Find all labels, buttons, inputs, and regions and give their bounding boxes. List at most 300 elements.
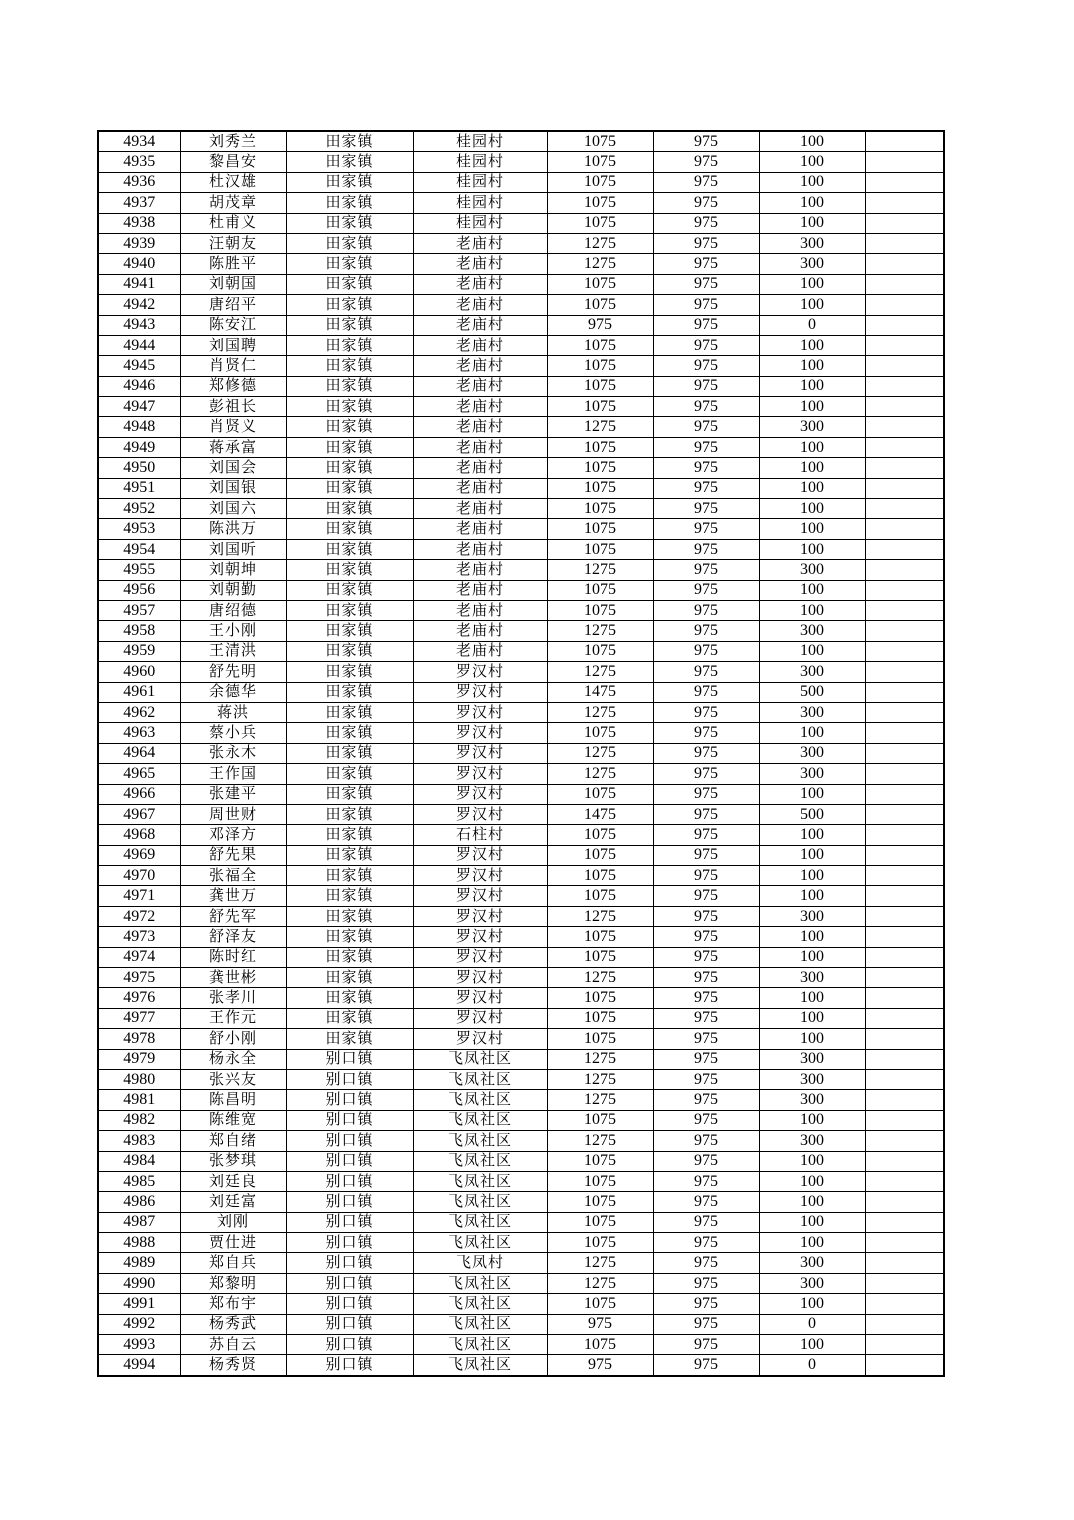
table-row — [98, 723, 944, 743]
amount-cell: 975 — [547, 1355, 653, 1376]
difference-cell: 100 — [759, 458, 865, 478]
town-cell: 田家镇 — [286, 274, 413, 294]
row-number-cell: 4982 — [98, 1110, 180, 1130]
town-cell: 田家镇 — [286, 172, 413, 192]
row-number-cell: 4961 — [98, 682, 180, 702]
row-number-cell: 4976 — [98, 988, 180, 1008]
town-cell: 别口镇 — [286, 1335, 413, 1355]
village-cell: 飞凤社区 — [413, 1049, 547, 1069]
difference-cell: 100 — [759, 1192, 865, 1212]
village-cell: 飞凤社区 — [413, 1151, 547, 1171]
difference-cell: 100 — [759, 641, 865, 661]
name-cell: 杨永全 — [180, 1049, 286, 1069]
name-cell: 蔡小兵 — [180, 723, 286, 743]
remark-cell — [865, 1090, 944, 1110]
amount-cell: 1075 — [547, 1171, 653, 1191]
village-cell: 罗汉村 — [413, 1008, 547, 1028]
town-cell: 别口镇 — [286, 1273, 413, 1293]
town-cell: 田家镇 — [286, 315, 413, 335]
town-cell: 田家镇 — [286, 845, 413, 865]
town-cell: 田家镇 — [286, 519, 413, 539]
name-cell: 郑布宇 — [180, 1294, 286, 1314]
base-cell: 975 — [653, 417, 759, 437]
amount-cell: 1275 — [547, 662, 653, 682]
village-cell: 罗汉村 — [413, 764, 547, 784]
table-row — [98, 764, 944, 784]
base-cell: 975 — [653, 437, 759, 457]
table-row — [98, 437, 944, 457]
amount-cell: 1075 — [547, 539, 653, 559]
village-cell: 飞凤社区 — [413, 1212, 547, 1232]
row-number-cell: 4948 — [98, 417, 180, 437]
amount-cell: 1075 — [547, 947, 653, 967]
amount-cell: 1075 — [547, 988, 653, 1008]
village-cell: 老庙村 — [413, 376, 547, 396]
amount-cell: 1075 — [547, 1335, 653, 1355]
village-cell: 罗汉村 — [413, 682, 547, 702]
row-number-cell: 4937 — [98, 193, 180, 213]
town-cell: 田家镇 — [286, 499, 413, 519]
row-number-cell: 4990 — [98, 1273, 180, 1293]
town-cell: 田家镇 — [286, 988, 413, 1008]
amount-cell: 1275 — [547, 1273, 653, 1293]
amount-cell: 1475 — [547, 682, 653, 702]
town-cell: 田家镇 — [286, 641, 413, 661]
village-cell: 老庙村 — [413, 437, 547, 457]
difference-cell: 300 — [759, 662, 865, 682]
difference-cell: 300 — [759, 743, 865, 763]
remark-cell — [865, 947, 944, 967]
row-number-cell: 4987 — [98, 1212, 180, 1232]
row-number-cell: 4950 — [98, 458, 180, 478]
row-number-cell: 4962 — [98, 702, 180, 722]
village-cell: 罗汉村 — [413, 886, 547, 906]
town-cell: 田家镇 — [286, 417, 413, 437]
village-cell: 罗汉村 — [413, 988, 547, 1008]
name-cell: 蒋洪 — [180, 702, 286, 722]
difference-cell: 300 — [759, 560, 865, 580]
remark-cell — [865, 315, 944, 335]
row-number-cell: 4956 — [98, 580, 180, 600]
table-row — [98, 1273, 944, 1293]
village-cell: 飞凤社区 — [413, 1131, 547, 1151]
town-cell: 别口镇 — [286, 1069, 413, 1089]
town-cell: 田家镇 — [286, 580, 413, 600]
base-cell: 975 — [653, 1131, 759, 1151]
remark-cell — [865, 1273, 944, 1293]
table-row — [98, 825, 944, 845]
row-number-cell: 4986 — [98, 1192, 180, 1212]
base-cell: 975 — [653, 274, 759, 294]
table-row — [98, 131, 944, 152]
difference-cell: 100 — [759, 193, 865, 213]
table-row — [98, 417, 944, 437]
name-cell: 陈昌明 — [180, 1090, 286, 1110]
remark-cell — [865, 845, 944, 865]
row-number-cell: 4941 — [98, 274, 180, 294]
remark-cell — [865, 233, 944, 253]
town-cell: 田家镇 — [286, 968, 413, 988]
base-cell: 975 — [653, 1335, 759, 1355]
village-cell: 桂园村 — [413, 193, 547, 213]
table-row — [98, 499, 944, 519]
town-cell: 别口镇 — [286, 1253, 413, 1273]
difference-cell: 0 — [759, 1314, 865, 1334]
remark-cell — [865, 600, 944, 620]
town-cell: 别口镇 — [286, 1212, 413, 1232]
remark-cell — [865, 866, 944, 886]
remark-cell — [865, 804, 944, 824]
town-cell: 田家镇 — [286, 947, 413, 967]
base-cell: 975 — [653, 580, 759, 600]
village-cell: 老庙村 — [413, 621, 547, 641]
row-number-cell: 4960 — [98, 662, 180, 682]
remark-cell — [865, 1253, 944, 1273]
remark-cell — [865, 1355, 944, 1376]
difference-cell: 100 — [759, 723, 865, 743]
difference-cell: 300 — [759, 1253, 865, 1273]
difference-cell: 100 — [759, 1029, 865, 1049]
table-row — [98, 1314, 944, 1334]
amount-cell: 1275 — [547, 254, 653, 274]
row-number-cell: 4985 — [98, 1171, 180, 1191]
base-cell: 975 — [653, 1110, 759, 1130]
table-row — [98, 560, 944, 580]
table-row — [98, 947, 944, 967]
row-number-cell: 4978 — [98, 1029, 180, 1049]
name-cell: 龚世彬 — [180, 968, 286, 988]
row-number-cell: 4957 — [98, 600, 180, 620]
town-cell: 田家镇 — [286, 784, 413, 804]
table-row — [98, 1008, 944, 1028]
base-cell: 975 — [653, 906, 759, 926]
row-number-cell: 4934 — [98, 131, 180, 152]
name-cell: 刘朝勤 — [180, 580, 286, 600]
amount-cell: 1075 — [547, 172, 653, 192]
difference-cell: 100 — [759, 131, 865, 152]
name-cell: 余德华 — [180, 682, 286, 702]
row-number-cell: 4964 — [98, 743, 180, 763]
town-cell: 田家镇 — [286, 804, 413, 824]
base-cell: 975 — [653, 784, 759, 804]
difference-cell: 100 — [759, 499, 865, 519]
difference-cell: 300 — [759, 1131, 865, 1151]
difference-cell: 100 — [759, 295, 865, 315]
amount-cell: 1075 — [547, 1294, 653, 1314]
amount-cell: 1075 — [547, 886, 653, 906]
village-cell: 老庙村 — [413, 233, 547, 253]
base-cell: 975 — [653, 1069, 759, 1089]
amount-cell: 1275 — [547, 743, 653, 763]
name-cell: 郑自兵 — [180, 1253, 286, 1273]
town-cell: 田家镇 — [286, 478, 413, 498]
row-number-cell: 4970 — [98, 866, 180, 886]
town-cell: 田家镇 — [286, 193, 413, 213]
remark-cell — [865, 335, 944, 355]
row-number-cell: 4965 — [98, 764, 180, 784]
difference-cell: 0 — [759, 1355, 865, 1376]
row-number-cell: 4969 — [98, 845, 180, 865]
row-number-cell: 4936 — [98, 172, 180, 192]
table-row — [98, 315, 944, 335]
base-cell: 975 — [653, 886, 759, 906]
base-cell: 975 — [653, 560, 759, 580]
amount-cell: 1275 — [547, 968, 653, 988]
table-row — [98, 397, 944, 417]
village-cell: 桂园村 — [413, 131, 547, 152]
town-cell: 田家镇 — [286, 397, 413, 417]
village-cell: 老庙村 — [413, 335, 547, 355]
difference-cell: 100 — [759, 825, 865, 845]
remark-cell — [865, 927, 944, 947]
row-number-cell: 4947 — [98, 397, 180, 417]
difference-cell: 100 — [759, 437, 865, 457]
difference-cell: 100 — [759, 335, 865, 355]
amount-cell: 1075 — [547, 845, 653, 865]
name-cell: 陈洪万 — [180, 519, 286, 539]
table-row — [98, 1110, 944, 1130]
table-row — [98, 1049, 944, 1069]
name-cell: 蒋承富 — [180, 437, 286, 457]
village-cell: 老庙村 — [413, 397, 547, 417]
remark-cell — [865, 1008, 944, 1028]
village-cell: 罗汉村 — [413, 1029, 547, 1049]
base-cell: 975 — [653, 539, 759, 559]
base-cell: 975 — [653, 1192, 759, 1212]
name-cell: 邓泽方 — [180, 825, 286, 845]
row-number-cell: 4984 — [98, 1151, 180, 1171]
amount-cell: 975 — [547, 1314, 653, 1334]
base-cell: 975 — [653, 743, 759, 763]
town-cell: 别口镇 — [286, 1171, 413, 1191]
difference-cell: 100 — [759, 1212, 865, 1232]
name-cell: 杜汉雄 — [180, 172, 286, 192]
name-cell: 王作元 — [180, 1008, 286, 1028]
town-cell: 田家镇 — [286, 906, 413, 926]
remark-cell — [865, 1212, 944, 1232]
row-number-cell: 4967 — [98, 804, 180, 824]
name-cell: 刘秀兰 — [180, 131, 286, 152]
amount-cell: 1075 — [547, 295, 653, 315]
base-cell: 975 — [653, 356, 759, 376]
town-cell: 田家镇 — [286, 376, 413, 396]
amount-cell: 1275 — [547, 1090, 653, 1110]
remark-cell — [865, 1192, 944, 1212]
village-cell: 飞凤社区 — [413, 1069, 547, 1089]
amount-cell: 1075 — [547, 1008, 653, 1028]
village-cell: 飞凤社区 — [413, 1273, 547, 1293]
base-cell: 975 — [653, 764, 759, 784]
table-row — [98, 1192, 944, 1212]
town-cell: 别口镇 — [286, 1049, 413, 1069]
amount-cell: 1275 — [547, 1049, 653, 1069]
table-row — [98, 274, 944, 294]
table-row — [98, 1294, 944, 1314]
table-row — [98, 1233, 944, 1253]
table-row — [98, 580, 944, 600]
village-cell: 老庙村 — [413, 499, 547, 519]
name-cell: 陈胜平 — [180, 254, 286, 274]
name-cell: 舒先果 — [180, 845, 286, 865]
remark-cell — [865, 702, 944, 722]
amount-cell: 1275 — [547, 233, 653, 253]
amount-cell: 1075 — [547, 1029, 653, 1049]
table-row — [98, 335, 944, 355]
remark-cell — [865, 621, 944, 641]
town-cell: 田家镇 — [286, 437, 413, 457]
difference-cell: 100 — [759, 927, 865, 947]
amount-cell: 1075 — [547, 927, 653, 947]
name-cell: 龚世万 — [180, 886, 286, 906]
table-row — [98, 193, 944, 213]
base-cell: 975 — [653, 1171, 759, 1191]
remark-cell — [865, 968, 944, 988]
remark-cell — [865, 641, 944, 661]
name-cell: 张福全 — [180, 866, 286, 886]
base-cell: 975 — [653, 723, 759, 743]
difference-cell: 100 — [759, 1008, 865, 1028]
difference-cell: 100 — [759, 397, 865, 417]
remark-cell — [865, 131, 944, 152]
village-cell: 老庙村 — [413, 560, 547, 580]
remark-cell — [865, 1171, 944, 1191]
difference-cell: 100 — [759, 478, 865, 498]
remark-cell — [865, 1294, 944, 1314]
remark-cell — [865, 356, 944, 376]
difference-cell: 100 — [759, 947, 865, 967]
base-cell: 975 — [653, 519, 759, 539]
row-number-cell: 4988 — [98, 1233, 180, 1253]
name-cell: 刘国听 — [180, 539, 286, 559]
row-number-cell: 4979 — [98, 1049, 180, 1069]
name-cell: 黎昌安 — [180, 152, 286, 172]
town-cell: 田家镇 — [286, 927, 413, 947]
difference-cell: 100 — [759, 1233, 865, 1253]
town-cell: 田家镇 — [286, 723, 413, 743]
difference-cell: 100 — [759, 845, 865, 865]
row-number-cell: 4951 — [98, 478, 180, 498]
name-cell: 刘刚 — [180, 1212, 286, 1232]
row-number-cell: 4966 — [98, 784, 180, 804]
remark-cell — [865, 1049, 944, 1069]
row-number-cell: 4980 — [98, 1069, 180, 1089]
base-cell: 975 — [653, 499, 759, 519]
base-cell: 975 — [653, 1294, 759, 1314]
remark-cell — [865, 988, 944, 1008]
difference-cell: 100 — [759, 539, 865, 559]
row-number-cell: 4939 — [98, 233, 180, 253]
remark-cell — [865, 1335, 944, 1355]
base-cell: 975 — [653, 254, 759, 274]
village-cell: 老庙村 — [413, 356, 547, 376]
town-cell: 别口镇 — [286, 1233, 413, 1253]
difference-cell: 100 — [759, 172, 865, 192]
table-row — [98, 1131, 944, 1151]
town-cell: 田家镇 — [286, 825, 413, 845]
village-cell: 老庙村 — [413, 519, 547, 539]
village-cell: 罗汉村 — [413, 743, 547, 763]
remark-cell — [865, 193, 944, 213]
base-cell: 975 — [653, 1273, 759, 1293]
amount-cell: 1075 — [547, 519, 653, 539]
row-number-cell: 4935 — [98, 152, 180, 172]
town-cell: 田家镇 — [286, 764, 413, 784]
name-cell: 唐绍平 — [180, 295, 286, 315]
name-cell: 刘廷良 — [180, 1171, 286, 1191]
difference-cell: 100 — [759, 600, 865, 620]
row-number-cell: 4993 — [98, 1335, 180, 1355]
difference-cell: 300 — [759, 621, 865, 641]
remark-cell — [865, 1233, 944, 1253]
difference-cell: 100 — [759, 376, 865, 396]
remark-cell — [865, 662, 944, 682]
amount-cell: 1275 — [547, 417, 653, 437]
row-number-cell: 4942 — [98, 295, 180, 315]
table-row — [98, 1151, 944, 1171]
amount-cell: 1075 — [547, 580, 653, 600]
row-number-cell: 4968 — [98, 825, 180, 845]
amount-cell: 1275 — [547, 621, 653, 641]
difference-cell: 300 — [759, 233, 865, 253]
table-row — [98, 152, 944, 172]
base-cell: 975 — [653, 397, 759, 417]
village-cell: 老庙村 — [413, 600, 547, 620]
difference-cell: 100 — [759, 866, 865, 886]
amount-cell: 1075 — [547, 397, 653, 417]
row-number-cell: 4940 — [98, 254, 180, 274]
base-cell: 975 — [653, 458, 759, 478]
row-number-cell: 4963 — [98, 723, 180, 743]
town-cell: 田家镇 — [286, 458, 413, 478]
difference-cell: 100 — [759, 580, 865, 600]
table-row — [98, 172, 944, 192]
remark-cell — [865, 743, 944, 763]
remark-cell — [865, 723, 944, 743]
remark-cell — [865, 478, 944, 498]
town-cell: 田家镇 — [286, 682, 413, 702]
base-cell: 975 — [653, 131, 759, 152]
village-cell: 老庙村 — [413, 580, 547, 600]
amount-cell: 1475 — [547, 804, 653, 824]
town-cell: 田家镇 — [286, 560, 413, 580]
difference-cell: 100 — [759, 1110, 865, 1130]
remark-cell — [865, 1110, 944, 1130]
village-cell: 飞凤社区 — [413, 1171, 547, 1191]
difference-cell: 100 — [759, 274, 865, 294]
difference-cell: 0 — [759, 315, 865, 335]
village-cell: 飞凤社区 — [413, 1233, 547, 1253]
town-cell: 田家镇 — [286, 1029, 413, 1049]
table-row — [98, 641, 944, 661]
amount-cell: 1075 — [547, 152, 653, 172]
village-cell: 石柱村 — [413, 825, 547, 845]
town-cell: 田家镇 — [286, 621, 413, 641]
remark-cell — [865, 295, 944, 315]
name-cell: 王小刚 — [180, 621, 286, 641]
table-row — [98, 621, 944, 641]
village-cell: 飞凤社区 — [413, 1192, 547, 1212]
amount-cell: 1275 — [547, 702, 653, 722]
amount-cell: 1275 — [547, 764, 653, 784]
village-cell: 老庙村 — [413, 254, 547, 274]
remark-cell — [865, 376, 944, 396]
base-cell: 975 — [653, 702, 759, 722]
table-row — [98, 866, 944, 886]
table-row — [98, 927, 944, 947]
town-cell: 田家镇 — [286, 295, 413, 315]
remark-cell — [865, 539, 944, 559]
table-row — [98, 478, 944, 498]
